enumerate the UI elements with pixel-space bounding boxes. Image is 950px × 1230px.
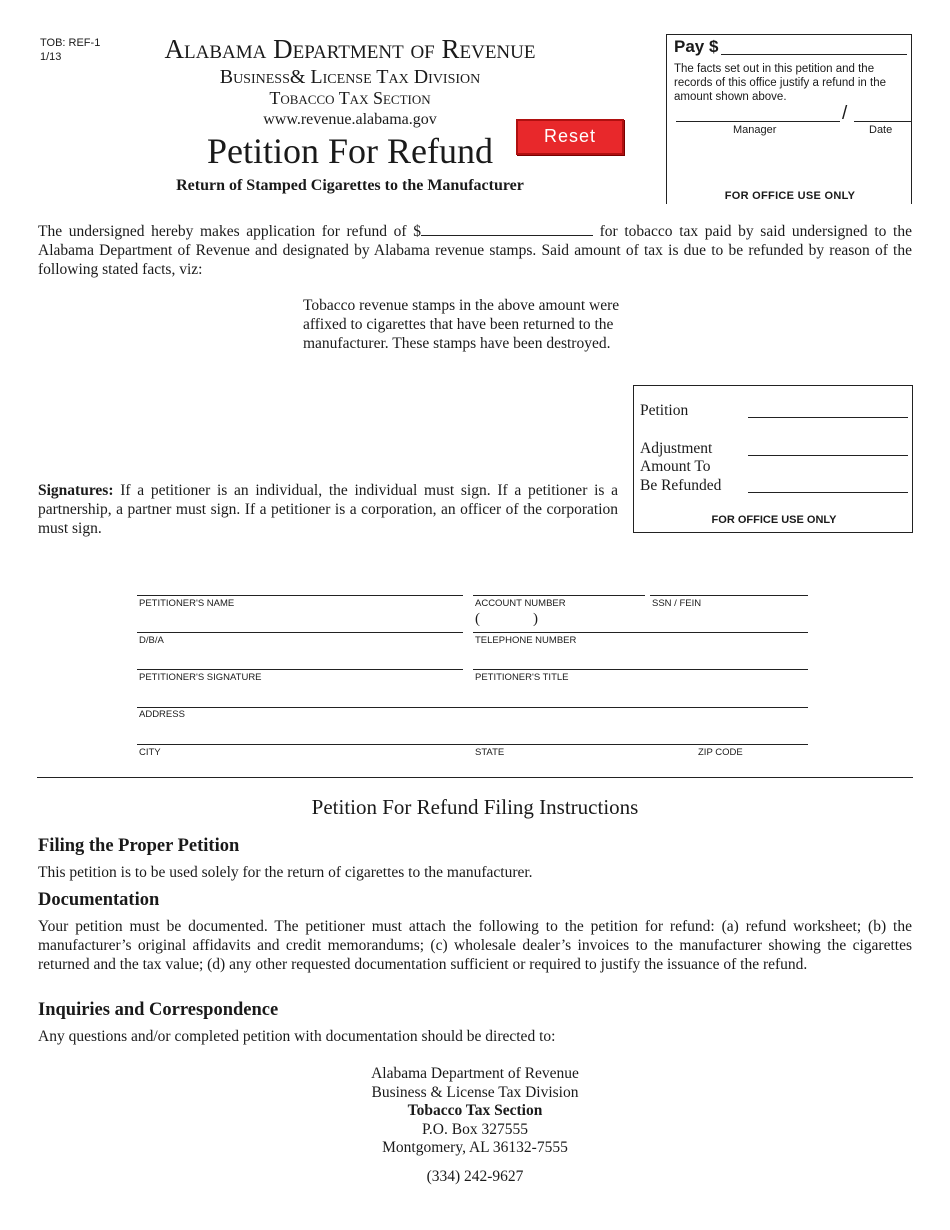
petition-label: Petition (640, 402, 689, 419)
office-date-field[interactable] (854, 121, 911, 122)
petition-amount-field[interactable] (748, 417, 908, 418)
website: www.revenue.alabama.gov (263, 111, 437, 128)
petitioners-signature-field[interactable] (137, 669, 463, 670)
ssn-fein-label: SSN / FEIN (652, 598, 702, 609)
pay-amount-field[interactable] (721, 54, 907, 55)
telephone-number-field[interactable] (473, 632, 808, 633)
section-divider (37, 777, 913, 778)
telephone-number-label: TELEPHONE NUMBER (475, 635, 577, 646)
intro-text-2: for tobacco tax paid by said undersigned to the Alabama Department of Revenue and designated by Alabama revenue stamps. Said amount of tax is due to be refunded by reason of the following stated facts, viz: (38, 223, 912, 278)
manager-label: Manager (733, 124, 777, 136)
account-number-label: ACCOUNT NUMBER (475, 598, 566, 609)
documentation-text: Your petition must be documented. The petitioner must attach the following to the petition for refund: (a) refund worksheet; (b) the manufacturer’s original affidavits and credit memorandums; (c) wholesale dealer’s invoices to the manufacturer showing the cigarettes returned and the tax value; (d) any other requested documentation sufficient or required to justify the issuance of the refund. (38, 918, 912, 973)
form-code (40, 36, 100, 64)
date-separator: / (842, 103, 848, 124)
documentation-heading: Documentation (38, 890, 160, 910)
account-number-field[interactable] (473, 595, 645, 596)
intro-paragraph (38, 221, 912, 279)
address-label: ADDRESS (139, 709, 185, 720)
refunded-amount-field[interactable] (748, 492, 908, 493)
form-revision: 1/13 (40, 51, 62, 63)
ssn-fein-field[interactable] (650, 595, 808, 596)
petitioners-name-label: PETITIONER'S NAME (139, 598, 235, 609)
adjustment-footer: FOR OFFICE USE ONLY (711, 514, 837, 526)
instructions-title: Petition For Refund Filing Instructions (311, 795, 639, 819)
address-line-pobox: P.O. Box 327555 (422, 1120, 528, 1138)
amount-to-label: Amount To (640, 458, 711, 475)
address-field[interactable] (137, 707, 808, 708)
pay-label: Pay $ (674, 37, 719, 56)
city-state-zip-field[interactable] (137, 744, 808, 745)
zip-code-label: ZIP CODE (698, 747, 743, 758)
section-name: Tobacco Tax Section (269, 88, 431, 108)
be-refunded-label: Be Refunded (640, 477, 722, 494)
office-use-pay-box (666, 34, 912, 204)
adjustment-amount-field[interactable] (748, 455, 908, 456)
adjustment-box (633, 385, 913, 533)
adjustment-label: Adjustment (640, 440, 713, 457)
filing-heading: Filing the Proper Petition (38, 836, 240, 856)
address-line-division: Business & License Tax Division (371, 1083, 579, 1101)
stamps-statement: Tobacco revenue stamps in the above amount were affixed to cigarettes that have been returned to the manufacturer. These stamps have been destroyed. (303, 297, 620, 352)
page-subtitle: Return of Stamped Cigarettes to the Manufacturer (176, 177, 524, 194)
state-label: STATE (475, 747, 505, 758)
mailing-address (275, 1065, 675, 1158)
petitioners-name-field[interactable] (137, 595, 463, 596)
manager-signature-field[interactable] (676, 121, 840, 122)
date-label: Date (869, 124, 893, 136)
contact-phone: (334) 242-9627 (426, 1168, 524, 1185)
inquiries-text: Any questions and/or completed petition with documentation should be directed to: (38, 1028, 556, 1045)
address-line-section: Tobacco Tax Section (407, 1102, 543, 1119)
signatures-paragraph (38, 481, 618, 538)
phone-paren-open: ( (475, 611, 480, 627)
dba-field[interactable] (137, 632, 463, 633)
inquiries-heading: Inquiries and Correspondence (38, 1000, 279, 1020)
address-line-dept: Alabama Department of Revenue (371, 1065, 579, 1082)
city-label: CITY (139, 747, 161, 758)
form-number: TOB: REF-1 (40, 37, 101, 49)
petitioners-title-field[interactable] (473, 669, 808, 670)
intro-text-1: The undersigned hereby makes application for refund of $ (38, 223, 421, 240)
reset-button[interactable]: Reset (516, 119, 624, 155)
office-facts-text: The facts set out in this petition and the records of this office justify a refund in the amount shown above. (674, 63, 887, 103)
page-title: Petition For Refund (207, 131, 493, 171)
signatures-heading: Signatures: (38, 482, 114, 499)
division-name: Business& License Tax Division (219, 66, 481, 88)
dba-label: D/B/A (139, 635, 164, 646)
signatures-text: If a petitioner is an individual, the individual must sign. If a petitioner is a partnership, a partner must sign. If a petitioner is a corporation, an officer of the corporation must sign. (38, 482, 618, 537)
filing-text: This petition is to be used solely for the return of cigarettes to the manufacturer. (38, 864, 533, 881)
department-name: Alabama Department of Revenue (164, 34, 536, 64)
refund-amount-field[interactable] (421, 221, 593, 236)
office-use-footer: FOR OFFICE USE ONLY (724, 190, 856, 202)
petitioners-signature-label: PETITIONER'S SIGNATURE (139, 672, 262, 683)
petitioners-title-label: PETITIONER'S TITLE (475, 672, 569, 683)
phone-paren-close: ) (533, 611, 538, 627)
address-line-city: Montgomery, AL 36132-7555 (382, 1139, 568, 1156)
